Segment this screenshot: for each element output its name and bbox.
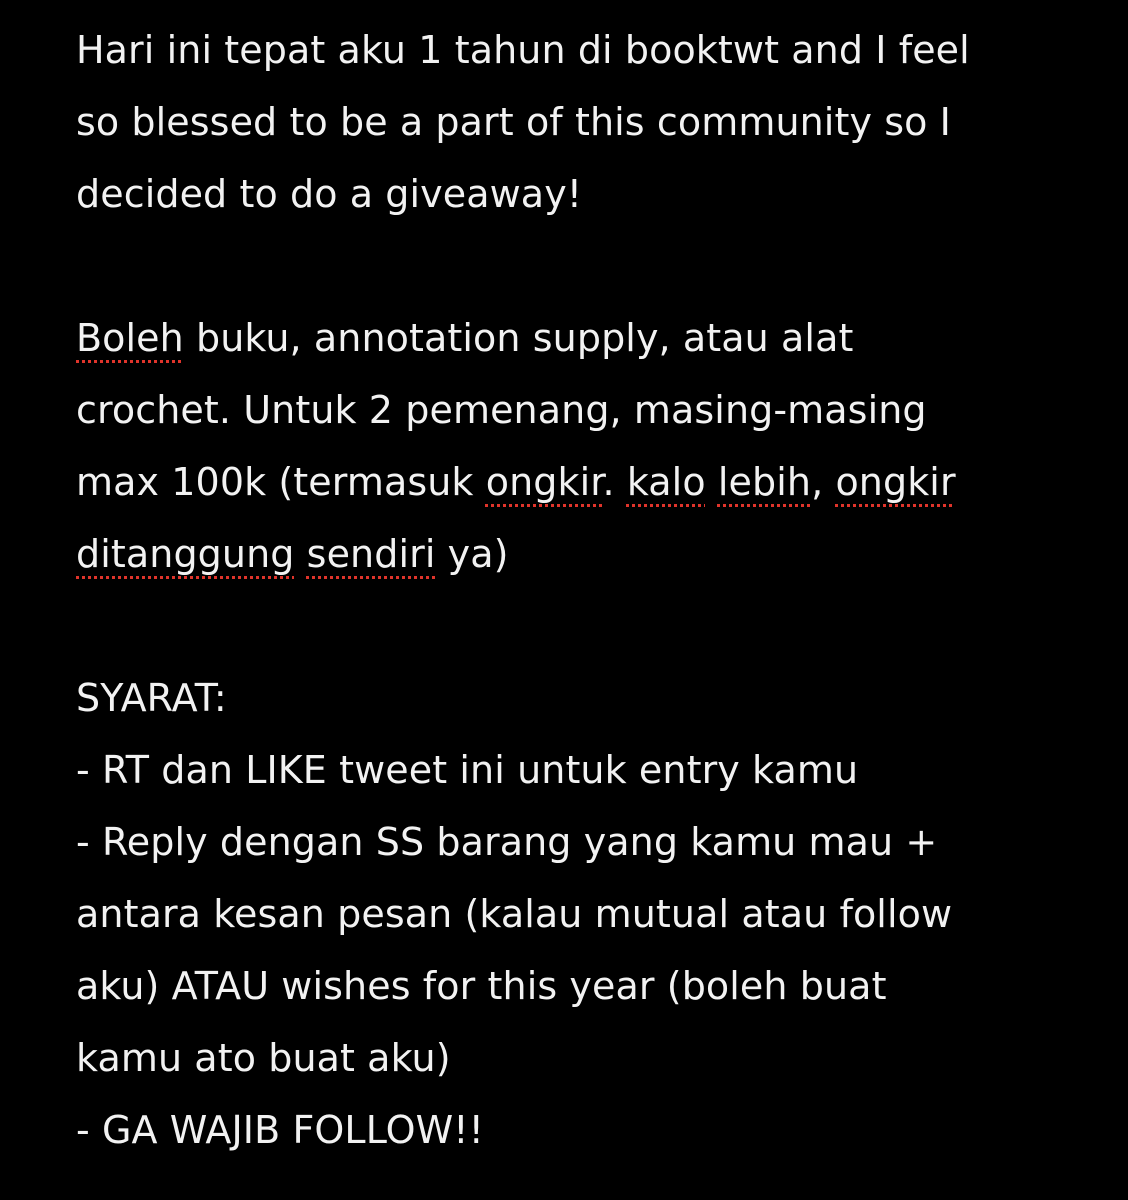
note-text-area[interactable]: [76, 14, 1076, 1166]
text-span: .: [602, 460, 627, 504]
misspelled-word[interactable]: sendiri: [306, 532, 436, 576]
text-span: [294, 532, 306, 576]
text-line: [76, 518, 1076, 590]
text-line: kamu ato buat aku): [76, 1036, 451, 1080]
text-line: so blessed to be a part of this community so I: [76, 100, 951, 144]
blank-line: [76, 590, 1076, 662]
text-line: crochet. Untuk 2 pemenang, masing-masing: [76, 388, 927, 432]
text-span: buku, annotation supply, atau alat: [183, 316, 854, 360]
blank-line: [76, 230, 1076, 302]
misspelled-word[interactable]: lebih: [717, 460, 812, 504]
text-line: - Reply dengan SS barang yang kamu mau +: [76, 820, 938, 864]
text-line: [76, 302, 1076, 374]
text-line: aku) ATAU wishes for this year (boleh buat: [76, 964, 887, 1008]
text-line: [76, 446, 1076, 518]
text-line: - GA WAJIB FOLLOW!!: [76, 1108, 484, 1152]
misspelled-word[interactable]: ongkir: [835, 460, 956, 504]
text-span: ya): [435, 532, 509, 576]
text-line: decided to do a giveaway!: [76, 172, 583, 216]
misspelled-word[interactable]: kalo: [626, 460, 706, 504]
misspelled-word[interactable]: Boleh: [76, 316, 184, 360]
text-line: - RT dan LIKE tweet ini untuk entry kamu: [76, 748, 859, 792]
text-span: max 100k (termasuk: [76, 460, 486, 504]
section-heading: SYARAT:: [76, 676, 227, 720]
text-span: [706, 460, 718, 504]
text-line: Hari ini tepat aku 1 tahun di booktwt and I feel: [76, 28, 970, 72]
misspelled-word[interactable]: ditanggung: [76, 532, 295, 576]
misspelled-word[interactable]: ongkir: [485, 460, 603, 504]
text-span: ,: [811, 460, 836, 504]
text-line: antara kesan pesan (kalau mutual atau follow: [76, 892, 953, 936]
